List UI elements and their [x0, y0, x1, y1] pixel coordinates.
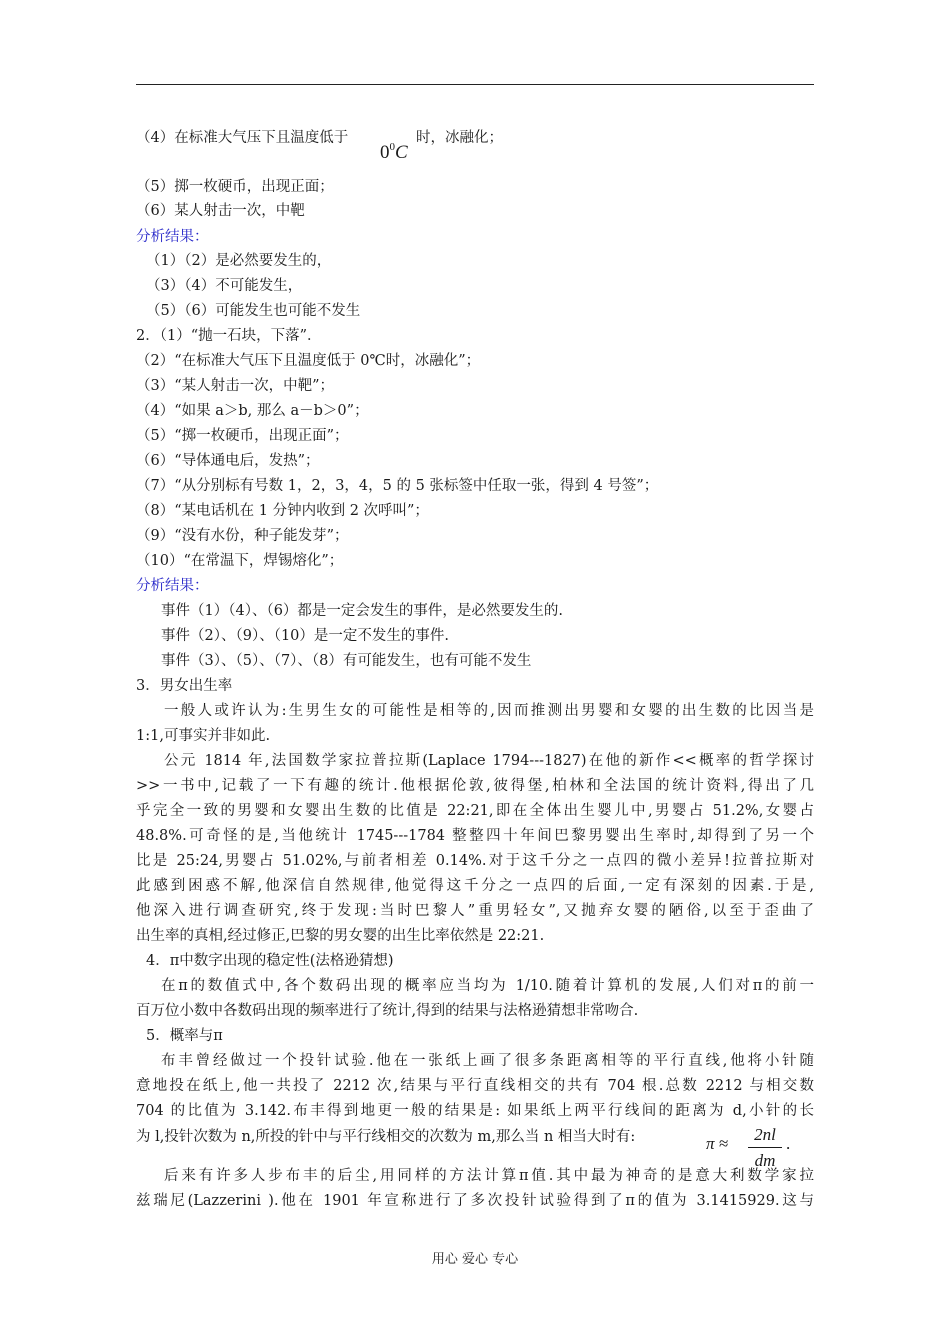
- q2-item-8: （8）“某电话机在 1 分钟内收到 2 次呼叫”；: [136, 503, 429, 519]
- q2-item-2: （2）“在标准大气压下且温度低于 0℃时，冰融化”；: [136, 353, 481, 369]
- analysis-heading-1: 分析结果：: [136, 229, 209, 245]
- item-5: （5）掷一枚硬币，出现正面；: [136, 179, 334, 195]
- para-4-line-2: 百万位小数中各数码出现的频率进行了统计,得到的结果与法格逊猜想非常吻合.: [136, 1003, 639, 1019]
- q2-item-7: （7）“从分别标有号数 1，2，3，4，5 的 5 张标签中任取一张，得到 4 号签”；: [136, 478, 659, 494]
- item-4-suffix: 时，冰融化；: [416, 130, 503, 146]
- para-3-line-4: >>一书中,记载了一下有趣的统计.他根据伦敦,彼得堡,柏林和全法国的统计资料,得出了几: [136, 778, 814, 794]
- q2-item-3: （3）“某人射击一次，中靶”；: [136, 378, 335, 394]
- page-footer: 用心 爱心 专心: [431, 1252, 519, 1267]
- para-4-line-1: 在π的数值式中,各个数码出现的概率应当均为 1/10.随着计算机的发展,人们对π的前一: [161, 978, 814, 994]
- fraction-bar: [748, 1147, 782, 1148]
- section-4-heading: 4．π中数字出现的稳定性(法格逊猜想): [146, 953, 394, 969]
- analysis-2-line-2: 事件（2）、（9）、（10）是一定不发生的事件.: [161, 628, 450, 644]
- para-3-line-1: 一般人或许认为:生男生女的可能性是相等的,因而推测出男婴和女婴的出生数的比因当是: [164, 703, 814, 719]
- para-5-line-5: 后来有许多人步布丰的后尘,用同样的方法计算π值.其中最为神奇的是意大利数学家拉: [164, 1168, 814, 1184]
- section-5-heading: 5．概率与π: [146, 1028, 223, 1044]
- item-4-prefix: （4）在标准大气压下且温度低于: [136, 130, 349, 146]
- para-5-line-4: 为 l,投针次数为 n,所投的针中与平行线相交的次数为 m,那么当 n 相当大时有:: [136, 1129, 636, 1145]
- para-3-line-10: 出生率的真相,经过修正,巴黎的男女婴的出生比率依然是 22:21.: [136, 928, 545, 944]
- pi-numerator: 2nl: [754, 1125, 776, 1144]
- section-3-heading: 3．男女出生率: [136, 678, 233, 694]
- q2-item-9: （9）“没有水份，种子能发芽”；: [136, 528, 349, 544]
- pi-denominator: dm: [754, 1151, 776, 1170]
- para-3-line-7: 比是 25:24,男婴占 51.02%,与前者相差 0.14%.对于这千分之一点四的微小差异!拉普拉斯对: [136, 853, 814, 869]
- analysis-2-line-1: 事件（1）（4）、（6）都是一定会发生的事件，是必然要发生的.: [161, 603, 564, 619]
- para-3-line-6: 48.8%.可奇怪的是,当他统计 1745---1784 整整四十年间巴黎男婴出生率时,却得到了另一个: [136, 828, 814, 844]
- analysis-1-line-2: （3）（4）不可能发生，: [146, 278, 303, 294]
- para-5-line-6: 兹瑞尼(Lazzerini ).他在 1901 年宣称进行了多次投针试验得到了π的值为 3.1415929.这与: [136, 1193, 814, 1209]
- q2-item-6: （6）“导体通电后，发热”；: [136, 453, 320, 469]
- zero-celsius-formula: $0^0C$: [380, 141, 408, 163]
- q2-item-10: （10）“在常温下，焊锡熔化”；: [136, 553, 344, 569]
- analysis-2-line-3: 事件（3）、（5）、（7）、（8）有可能发生，也有可能不发生: [161, 653, 532, 669]
- analysis-heading-2: 分析结果：: [136, 578, 209, 594]
- para-3-line-5: 乎完全一致的男婴和女婴出生数的比值是 22:21,即在全体出生婴儿中,男婴占 51.2%,女婴占: [136, 803, 814, 819]
- pi-formula-period: .: [786, 1134, 791, 1153]
- para-3-line-8: 此感到困惑不解,他深信自然规律,他觉得这千分之一点四的后面,一定有深刻的因素.于是,: [136, 878, 814, 894]
- para-5-line-3: 704 的比值为 3.142.布丰得到地更一般的结果是: 如果纸上两平行线间的距离为 d,小针的长: [136, 1103, 814, 1119]
- para-3-line-9: 他深入进行调查研究,终于发现:当时巴黎人”重男轻女”,又抛弃女婴的陋俗,以至于歪曲了: [136, 903, 814, 919]
- analysis-1-line-1: （1）（2）是必然要发生的，: [146, 253, 332, 269]
- q2-item-1: 2．（1）“抛一石块，下落”．: [136, 328, 322, 344]
- para-3-line-3: 公元 1814 年,法国数学家拉普拉斯(Laplace 1794---1827)在他的新作<<概率的哲学探讨: [164, 753, 814, 769]
- header-rule: [136, 84, 814, 85]
- q2-item-4: （4）“如果 a＞b, 那么 a－b＞0”；: [136, 403, 369, 419]
- para-5-line-2: 意地投在纸上,他一共投了 2212 次,结果与平行直线相交的共有 704 根.总数 2212 与相交数: [136, 1078, 814, 1094]
- analysis-1-line-3: （5）（6）可能发生也可能不发生: [146, 303, 361, 319]
- para-5-line-1: 布丰曾经做过一个投针试验.他在一张纸上画了很多条距离相等的平行直线,他将小针随: [161, 1053, 814, 1069]
- para-3-line-2: 1:1,可事实并非如此.: [136, 728, 271, 744]
- item-6: （6）某人射击一次，中靶: [136, 203, 305, 219]
- pi-formula-lhs: π ≈: [706, 1134, 729, 1153]
- q2-item-5: （5）“掷一枚硬币，出现正面”；: [136, 428, 349, 444]
